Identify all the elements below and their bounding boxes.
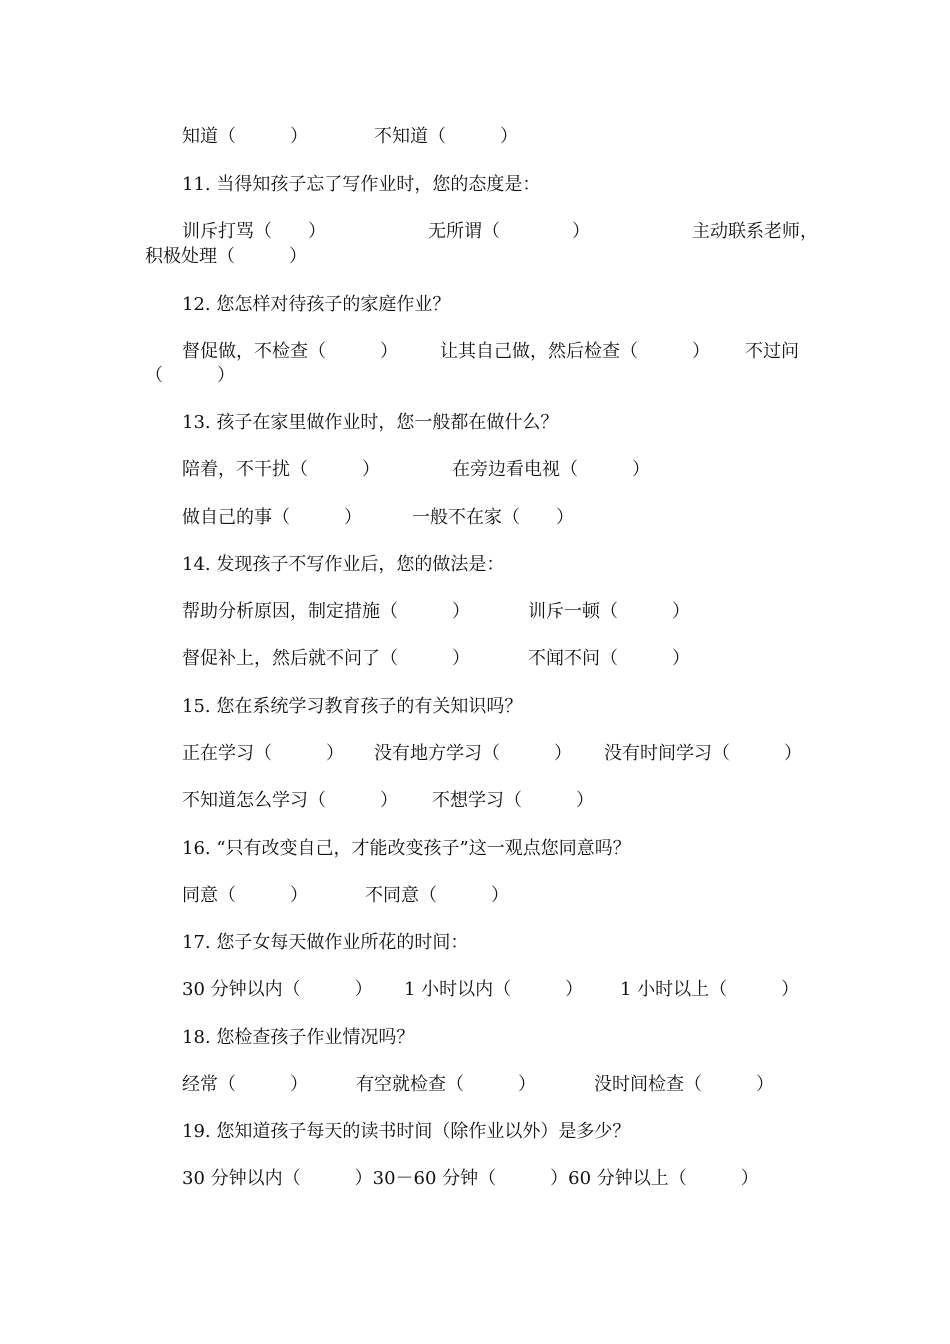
q12-option-no-care: 不过问 — [745, 341, 799, 362]
q15-option-dont-want: 不想学习（ ） — [432, 790, 594, 811]
q16-option-agree: 同意（ ） — [182, 885, 308, 906]
question-17: 17. 您子女每天做作业所花的时间： — [182, 932, 469, 953]
q15-option-dont-know-how: 不知道怎么学习（ ） — [182, 790, 398, 811]
q12-option-self-then-check: 让其自己做，然后检查（ ） — [440, 341, 710, 362]
question-11: 11. 当得知孩子忘了写作业时，您的态度是： — [182, 174, 541, 195]
q10-option-know: 知道（ ） — [182, 126, 308, 147]
q18-option-often: 经常（ ） — [182, 1074, 308, 1095]
q14-option-scold: 训斥一顿（ ） — [528, 601, 690, 622]
q15-option-learning: 正在学习（ ） — [182, 743, 344, 764]
q11-option-continuation: 积极处理（ ） — [145, 246, 307, 267]
question-14: 14. 发现孩子不写作业后，您的做法是： — [182, 554, 505, 575]
q12-option-continuation: （ ） — [145, 365, 235, 386]
q15-option-no-time: 没有时间学习（ ） — [604, 743, 802, 764]
question-13: 13. 孩子在家里做作业时，您一般都在做什么？ — [182, 412, 559, 433]
q13-option-watch-tv: 在旁边看电视（ ） — [452, 459, 650, 480]
q10-option-not-know: 不知道（ ） — [374, 126, 518, 147]
q18-option-when-free: 有空就检查（ ） — [356, 1074, 536, 1095]
q17-option-1h-within: 1 小时以内（ ） — [404, 979, 584, 1000]
q14-option-make-up: 督促补上，然后就不问了（ ） — [182, 648, 470, 669]
q12-option-urge: 督促做，不检查（ ） — [182, 341, 398, 362]
q18-option-no-time: 没时间检查（ ） — [594, 1074, 774, 1095]
q13-option-not-home: 一般不在家（ ） — [412, 507, 574, 528]
q14-option-analyze: 帮助分析原因，制定措施（ ） — [182, 601, 470, 622]
q17-option-30min: 30 分钟以内（ ） — [182, 979, 373, 1000]
question-16: 16. “只有改变自己，才能改变孩子”这一观点您同意吗？ — [182, 838, 631, 859]
q16-option-disagree: 不同意（ ） — [365, 885, 509, 906]
q11-option-contact-teacher: 主动联系老师， — [692, 221, 818, 242]
q19-options: 30 分钟以内（ ）30－60 分钟（ ）60 分钟以上（ ） — [182, 1168, 759, 1189]
q13-option-own-business: 做自己的事（ ） — [182, 507, 362, 528]
q11-option-scold: 训斥打骂（ ） — [182, 221, 326, 242]
q14-option-ignore: 不闻不问（ ） — [528, 648, 690, 669]
q11-option-indifferent: 无所谓（ ） — [428, 221, 590, 242]
question-15: 15. 您在系统学习教育孩子的有关知识吗？ — [182, 696, 523, 717]
question-19: 19. 您知道孩子每天的读书时间（除作业以外）是多少？ — [182, 1121, 631, 1142]
q15-option-no-place: 没有地方学习（ ） — [374, 743, 572, 764]
q13-option-accompany: 陪着，不干扰（ ） — [182, 459, 380, 480]
q17-option-1h-above: 1 小时以上（ ） — [620, 979, 800, 1000]
question-18: 18. 您检查孩子作业情况吗？ — [182, 1027, 415, 1048]
question-12: 12. 您怎样对待孩子的家庭作业？ — [182, 294, 451, 315]
